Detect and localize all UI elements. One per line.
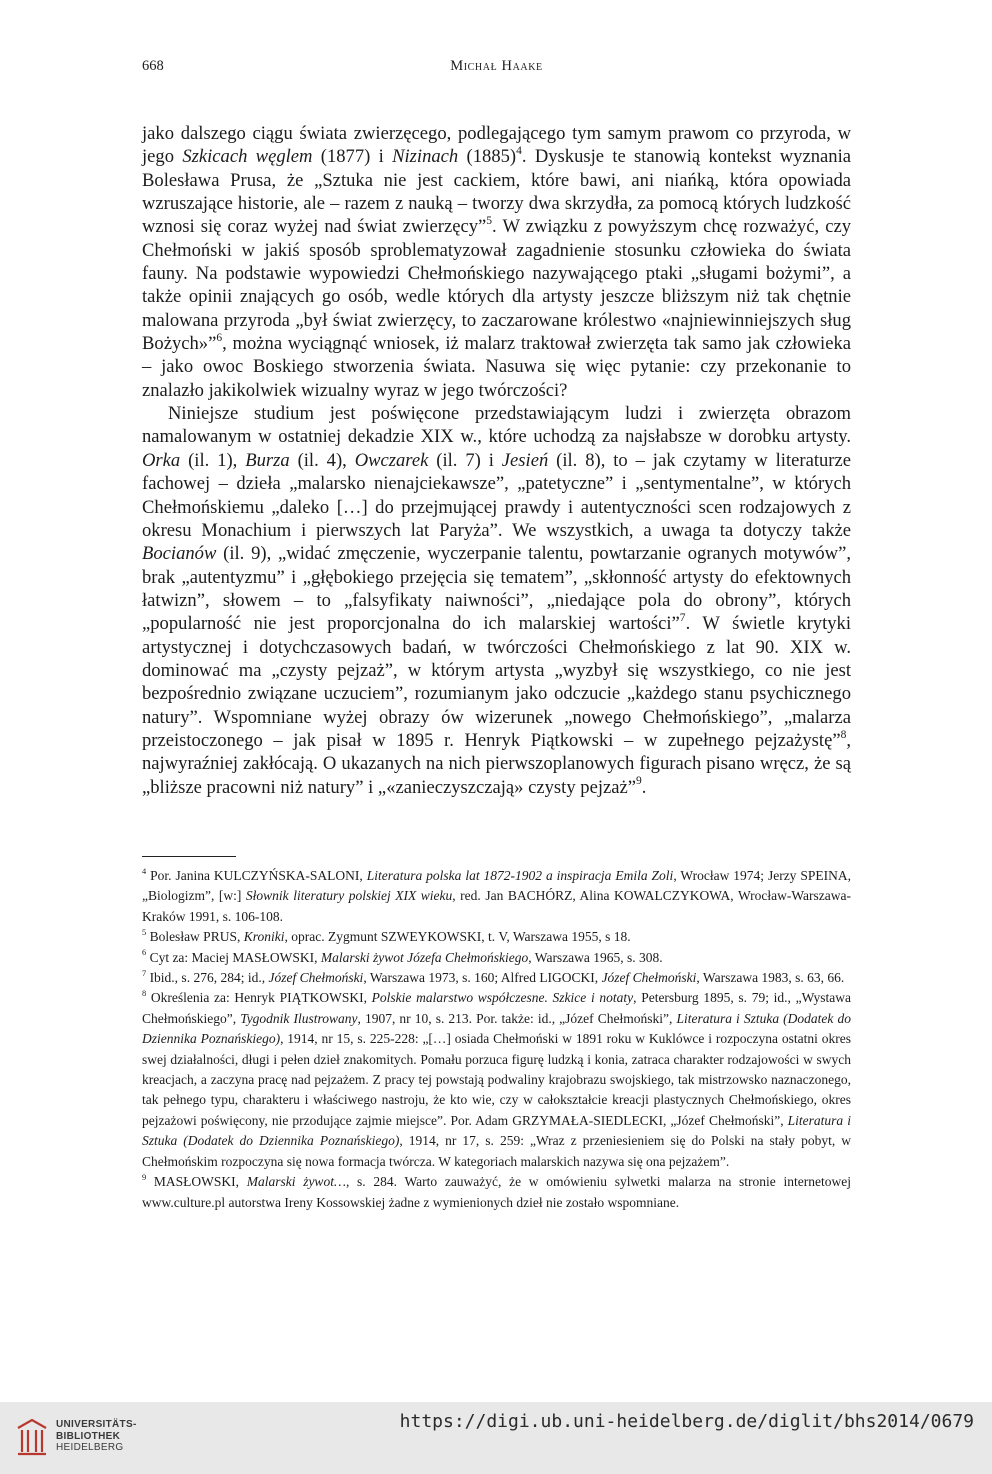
footnote-ref: 4 [142, 866, 147, 876]
text-run: , Petersburg 1895, s. 79; id., „Wystawa Chełmońskiego”, [142, 990, 851, 1026]
text-run: (il. 7) i [428, 449, 502, 471]
footnote-separator [142, 856, 236, 857]
text-run: MASŁOWSKI, [146, 1174, 247, 1190]
italic-title: Literatura polska lat 1872-1902 a inspiracja Emila Zoli [366, 868, 674, 883]
text-run: Ibid., s. 276, 284; id., [146, 970, 269, 986]
library-logo[interactable] [14, 1416, 164, 1460]
footnote-ref: 8 [142, 989, 147, 999]
university-library-logo-icon [14, 1416, 50, 1458]
paragraph-1 [142, 122, 851, 402]
text-run: (il. 8), to – jak czytamy w literaturze fachowej – dzieła „malarsko nienajciekawsze”, „patetyczne” i „sentymentalne”, w których Chełmońskiemu „daleko […] do przejmującej prawdy i autentyczności scen rodzajowych z okresu Monachium i pierwszych lat Paryża”. We wszystkich, a uwaga ta dotyczy także [142, 449, 851, 541]
running-head-author: Michał Haake [450, 58, 543, 74]
footnote-ref: 4 [516, 145, 522, 158]
text-run: Bolesław PRUS, [146, 929, 244, 945]
text-run: , Wrocław 1974; Jerzy SPEINA, „Biologizm”, [w:] [142, 868, 852, 904]
italic-title: Owczarek [354, 449, 429, 471]
italic-title: Słownik literatury polskiej XIX wieku [245, 888, 453, 904]
logo-line-2: BIBLIOTHEK [56, 1430, 121, 1442]
italic-title: Bocianów [142, 543, 217, 565]
permalink-url[interactable]: https://digi.ub.uni-heidelberg.de/diglit/bhs2014/0679 [399, 1411, 974, 1432]
italic-title: Malarski żywot… [246, 1174, 346, 1190]
text-run: , s. 284. Warto zauważyć, że w omówieniu sylwetki malarza na stronie internetowej www.culture.pl autorstwa Ireny Kossowskiej żadne z wymienionych dzieł nie zostało wspomniane. [142, 1174, 851, 1210]
italic-title: Kroniki [243, 929, 285, 945]
text-run: (il. 9), „widać zmęczenie, wyczerpanie talentu, powtarzanie ogranych motywów”, brak „autentyzmu” i „głębokiego przejęcia się tematem”, „skłonność artysty do efektownych łatwizn”, słowem – to „falsyfikaty naiwności”, „niedające pola do obrony”, których „popularność nie jest proporcjonalna do ich malarskiej wartości” [142, 543, 851, 635]
footnote-ref: 9 [636, 775, 642, 788]
text-run: (il. 1), [180, 449, 246, 471]
footnote-8 [142, 988, 851, 1172]
italic-title: Józef Chełmoński [601, 970, 697, 986]
text-run: , najwyraźniej zakłócają. O ukazanych na nich pierwszoplanowych figurach pisano wręcz, że są „bliższe pracowni niż natury” i „«zanieczyszczają» czysty pejzaż” [142, 729, 851, 798]
text-run: , 1907, nr 10, s. 213. Por. także: id., „Józef Chełmoński”, [357, 1010, 677, 1026]
text-run: , Warszawa 1965, s. 308. [528, 949, 663, 965]
footnote-7 [142, 968, 851, 988]
text-run: . W świetle krytyki artystycznej i dotychczasowych badań, w twórczości Chełmońskiego z lat 90. XIX w. dominować ma „czysty pejzaż”, w którym artysta „wyzbył się wszystkiego, co nie jest bezpośrednio związane uczuciem”, rozumianym jako odczucie „każdego stanu psychicznego natury”. Wspomniane wyżej obrazy ów wizerunek „nowego Chełmońskiego”, „malarza przeistoczonego – jak pisał w 1895 r. Henryk Piątkowski – w zupełnego pejzażystę” [142, 613, 851, 751]
footnote-ref: 9 [142, 1172, 147, 1182]
text-run: (1885) [458, 146, 517, 168]
text-run: , red. Jan BACHÓRZ, Alina KOWALCZYKOWA, Wrocław-Warszawa-Kraków 1991, s. 106-108. [142, 888, 851, 924]
text-run: (1877) i [312, 146, 393, 168]
footnote-5 [142, 927, 851, 947]
footnote-ref: 8 [840, 728, 847, 741]
footnote-4 [142, 866, 851, 927]
text-run: Niniejsze studium jest poświęcone przedstawiającym ludzi i zwierzęta obrazom namalowanym w ostatniej dekadzie XIX w., które uchodzą za najsłabsze w dorobku artysty. [142, 403, 851, 448]
text-run: , Warszawa 1973, s. 160; Alfred LIGOCKI, [363, 970, 602, 986]
text-run: . Dyskusje te stanowią kontekst wyznania Bolesława Prusa, że „Sztuka nie jest cackiem, które bawi, ani niańką, która opowiada wzruszające historie, ale – razem z nauką – tworzy dwa skrzydła, za pomocą których ludzkość wznosi się coraz wyżej nad świat zwierzęcy” [142, 146, 851, 238]
italic-title: Polskie malarstwo współczesne. Szkice i notaty [371, 990, 634, 1006]
italic-title: Jesień [501, 449, 549, 471]
italic-title: Tygodnik Ilustrowany [240, 1010, 358, 1026]
logo-line-3: HEIDELBERG [56, 1442, 124, 1453]
text-run: . W związku z powyższym chcę rozważyć, czy Chełmoński w jakiś sposób sproblematyzował zagadnienie stosunku człowieka do świata fauny. Na podstawie wypowiedzi Chełmońskiego nazywającego ptaki „sługami bożymi”, a także opinii znających go osób, wedle których dla artysty jeszcze bliższym niż tak chętnie malowana przyroda „był świat zwierzęcy, to zaczarowane królestwo «najniewinniejszych sług Bożych»” [142, 216, 851, 355]
text-run: , Warszawa 1983, s. 63, 66. [696, 970, 845, 986]
text-run: (il. 4), [289, 449, 355, 471]
main-text [142, 122, 851, 799]
italic-title: Burza [245, 449, 290, 471]
text-run: , 1914, nr 17, s. 259: „Wraz z przeniesieniem się do Polski na stały pobyt, w Chełmońskim rozpoczyna się nowa formacja twórcza. W kategoriach malarskich nazywa się ona pejzażem”. [142, 1133, 851, 1169]
italic-title: Szkicach węglem [182, 146, 313, 168]
running-head [142, 58, 851, 78]
text-run: , 1914, nr 15, s. 225-228: „[…] osiada Chełmoński w 1891 roku w Kuklówce i rozpoczyna ostatni okres swej działalności, długi i pełen dzieł znakomitych. Pomału porzuca figurę ludzką i konia, zatraca charakter rodzajowości w swych kreacjach, a zaczyna pracę nad pejzażem. Z pracy tej powstają podwaliny krajobrazu swojskiego, tak mistrzowsko naznaczonego, tak pełnego typu, charakteru i właściwego nastroju, że kto wie, czy w całokształcie kreacji plastycznych Chełmońskiego, okres pejzażowi poświęcony, nie przodujące zajmie miejsce”. Por. Adam GRZYMAŁA-SIEDLECKI, „Józef Chełmoński”, [142, 1031, 851, 1128]
italic-title: Orka [142, 449, 181, 471]
library-logo-text [56, 1419, 137, 1454]
text-run: Cyt za: Maciej MASŁOWSKI, [146, 949, 321, 965]
italic-title: Literatura i Sztuka (Dodatek do Dziennika Poznańskiego) [142, 1112, 851, 1149]
logo-line-1: UNIVERSITÄTS- [56, 1419, 137, 1430]
footnotes [142, 866, 851, 1213]
page-number: 668 [142, 58, 164, 74]
footnote-6 [142, 948, 851, 968]
footnote-ref: 7 [679, 611, 686, 624]
text-run: . [641, 776, 647, 798]
italic-title: Malarski żywot Józefa Chełmońskiego [320, 949, 529, 965]
text-run: , można wyciągnąć wniosek, iż malarz traktował zwierzęta tak samo jak człowieka – jako owoc Boskiego stworzenia świata. Nasuwa się więc pytanie: czy przekonanie to znalazło jakikolwiek wizualny wyraz w jego twórczości? [142, 333, 851, 401]
text-run: Por. Janina KULCZYŃSKA-SALONI, [146, 868, 367, 883]
text-run: Określenia za: Henryk PIĄTKOWSKI, [146, 990, 372, 1006]
footnote-9 [142, 1172, 851, 1213]
footer-bar [0, 1402, 992, 1474]
footnote-ref: 6 [142, 948, 147, 958]
italic-title: Nizinach [392, 146, 459, 168]
italic-title: Literatura i Sztuka (Dodatek do Dziennika Poznańskiego) [142, 1010, 851, 1047]
footnote-ref: 5 [486, 215, 493, 228]
footnote-ref: 6 [216, 331, 223, 344]
footnote-ref: 5 [142, 927, 147, 937]
paragraph-2 [142, 402, 851, 799]
text-run: , oprac. Zygmunt SZWEYKOWSKI, t. V, Warszawa 1955, s 18. [284, 929, 631, 945]
footnote-ref: 7 [142, 968, 147, 978]
text-run: jako dalszego ciągu świata zwierzęcego, podlegającego tym samym prawom co przyroda, w jego [142, 123, 851, 168]
italic-title: Józef Chełmoński [268, 970, 364, 986]
